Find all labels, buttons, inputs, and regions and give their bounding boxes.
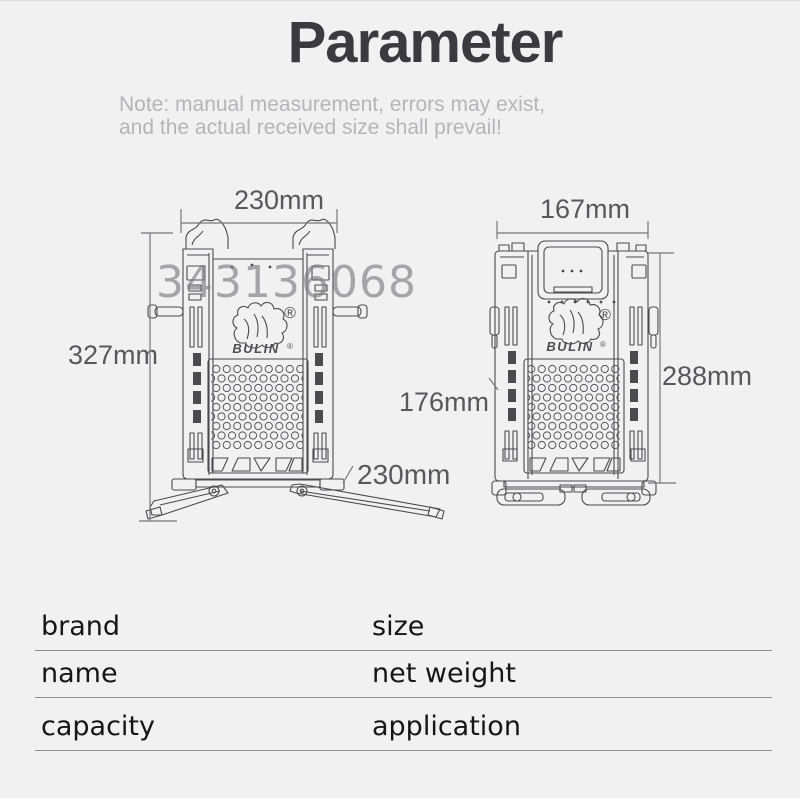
front-width-dimension-line: [181, 209, 337, 233]
brand-flame-logo: [549, 298, 603, 343]
stove-legs: [146, 479, 444, 519]
page-title: Parameter: [287, 10, 563, 75]
front-height-label: 327mm: [68, 340, 159, 370]
spec-label-capacity: capacity: [41, 711, 155, 742]
honeycomb-vents: [528, 364, 620, 450]
watermark-text: 343136068: [156, 257, 417, 308]
rear-height-dimension-line: [648, 253, 676, 483]
registered-mark-small: ®: [287, 342, 293, 351]
dimension-diagram: [0, 181, 800, 531]
front-depth-leader-line: [343, 466, 353, 483]
spec-label-application: application: [372, 711, 521, 742]
registered-mark: ®: [599, 307, 611, 324]
spec-label-size: size: [372, 611, 425, 642]
table-row: [35, 698, 772, 751]
pot-support-icon: [186, 219, 335, 249]
trapezoid-vents: [530, 458, 620, 471]
registered-mark-small: ®: [600, 340, 606, 349]
rear-depth-label: 176mm: [399, 387, 490, 417]
rear-depth-leader-line: [489, 378, 498, 390]
brand-logo-text: BULIN: [546, 339, 594, 354]
trapezoid-vents: [212, 458, 302, 471]
measurement-note: [119, 93, 545, 139]
spec-label-name: name: [41, 658, 118, 689]
spec-label-brand: brand: [41, 611, 121, 642]
rear-width-label: 167mm: [540, 194, 631, 224]
registered-mark: ®: [284, 305, 296, 322]
table-row: [35, 651, 772, 698]
stove-rear-drawing: [490, 241, 658, 505]
rear-width-dimension-line: [497, 221, 648, 239]
brand-logo-text: BULIN: [232, 341, 280, 356]
table-row: [35, 601, 772, 651]
carry-handle-recess: [538, 241, 608, 299]
front-width-label: 230mm: [234, 185, 325, 215]
spec-table: [35, 601, 772, 751]
front-depth-label: 230mm: [357, 459, 451, 490]
note-line-1: Note: manual measurement, errors may exist,: [119, 93, 545, 116]
spec-label-net-weight: net weight: [372, 658, 516, 689]
rear-height-label: 288mm: [662, 361, 753, 391]
folded-legs: [492, 481, 656, 505]
note-line-2: and the actual received size shall prevail!: [119, 116, 502, 139]
honeycomb-vents: [211, 364, 303, 450]
